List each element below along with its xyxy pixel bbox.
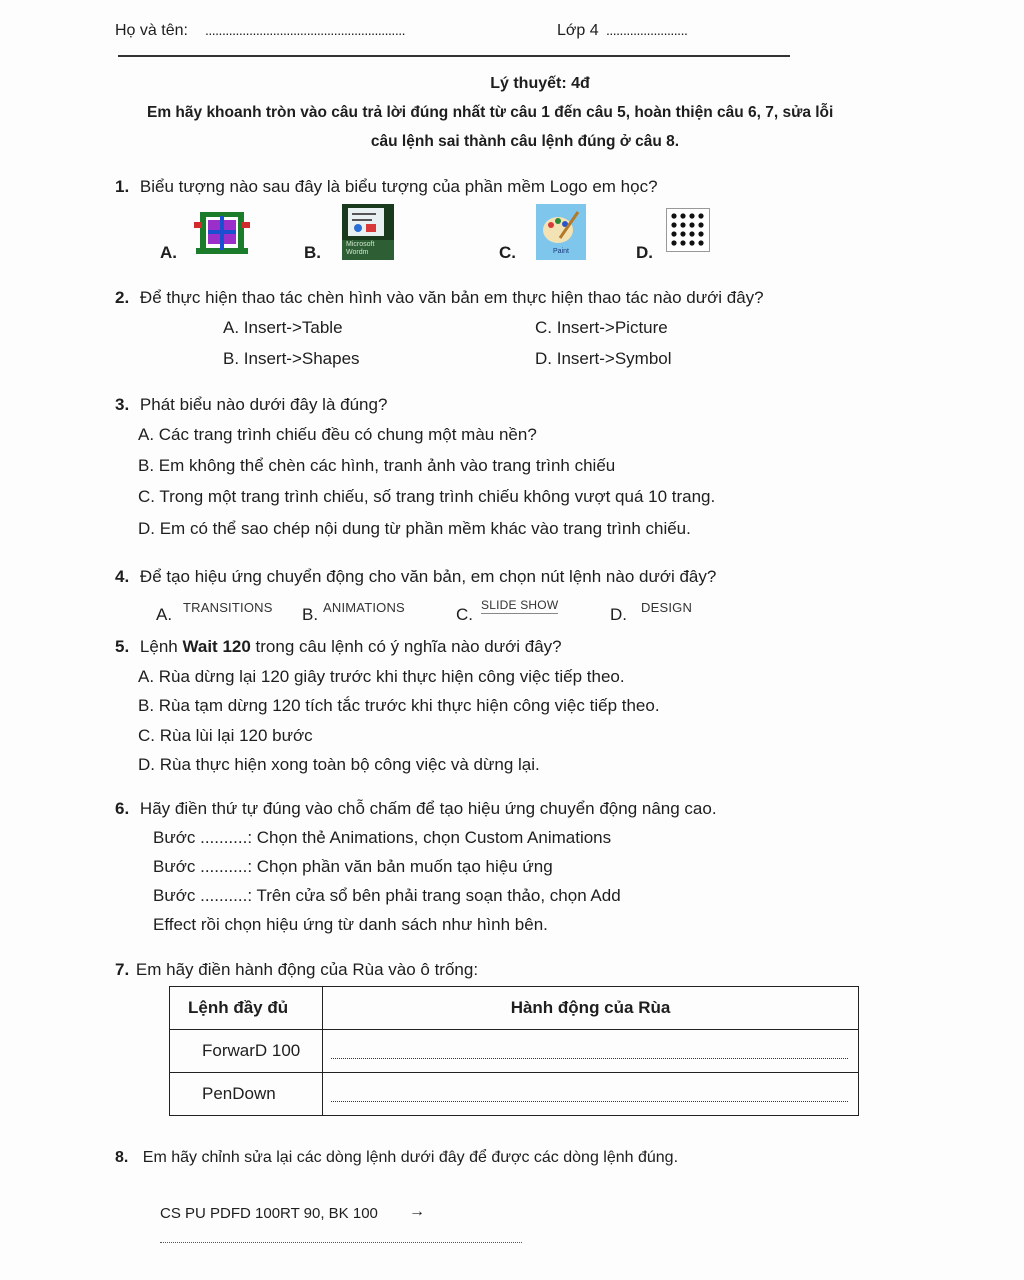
q2-option-c[interactable]: C. Insert->Picture bbox=[535, 318, 668, 337]
grid-dots-icon[interactable] bbox=[666, 208, 710, 252]
question-2 bbox=[115, 288, 764, 308]
question-number: 8. bbox=[115, 1149, 129, 1166]
name-blank[interactable]: ........................................................... bbox=[205, 22, 405, 38]
q3-option-c[interactable]: C. Trong một trang trình chiếu, số trang trình chiếu không vượt quá 10 trang. bbox=[138, 487, 716, 506]
q3-option-b[interactable]: B. Em không thể chèn các hình, tranh ảnh vào trang trình chiếu bbox=[138, 456, 616, 475]
instruction-line-1: Em hãy khoanh tròn vào câu trả lời đúng nhất từ câu 1 đến câu 5, hoàn thiện câu 6, 7, sửa lỗi bbox=[147, 104, 834, 121]
question-5 bbox=[115, 637, 562, 657]
q4-option-d-letter[interactable]: D. bbox=[610, 605, 627, 624]
table-row bbox=[170, 1073, 859, 1116]
answer-cell[interactable] bbox=[323, 1030, 859, 1073]
question-text: Để tạo hiệu ứng chuyển động cho văn bản, em chọn nút lệnh nào dưới đây? bbox=[139, 567, 717, 586]
class-blank[interactable]: ........................ bbox=[606, 22, 688, 38]
q2-option-a[interactable]: A. Insert->Table bbox=[223, 318, 343, 337]
question-number: 7. bbox=[115, 960, 130, 979]
command-cell: ForwarD 100 bbox=[170, 1030, 323, 1073]
option-d-letter[interactable]: D. bbox=[636, 243, 653, 262]
question-number: 5. bbox=[115, 637, 130, 656]
header-divider bbox=[118, 55, 790, 57]
question-text: Hãy điền thứ tự đúng vào chỗ chấm để tạo hiệu ứng chuyển động nâng cao. bbox=[139, 799, 717, 818]
question-text: Biểu tượng nào sau đây là biểu tượng của phần mềm Logo em học? bbox=[139, 177, 658, 196]
word-icon[interactable] bbox=[342, 204, 394, 260]
option-a-letter[interactable]: A. bbox=[160, 243, 177, 262]
question-6 bbox=[115, 799, 717, 819]
column-header-action: Hành động của Rùa bbox=[323, 987, 859, 1030]
question-3 bbox=[115, 395, 387, 415]
command-cell: PenDown bbox=[170, 1073, 323, 1116]
q5-option-d[interactable]: D. Rùa thực hiện xong toàn bộ công việc và dừng lại. bbox=[138, 755, 540, 774]
word-icon-caption: Microsoft Wordm bbox=[346, 241, 375, 256]
transitions-tab[interactable]: TRANSITIONS bbox=[183, 600, 273, 615]
question-1 bbox=[115, 177, 658, 197]
q6-step-3[interactable]: Bước ..........: Trên cửa sổ bên phải trang soạn thảo, chọn Add bbox=[153, 886, 621, 905]
question-text: Phát biểu nào dưới đây là đúng? bbox=[139, 395, 388, 414]
paint-icon-caption: Paint bbox=[553, 248, 569, 255]
question-text: Em hãy chỉnh sửa lại các dòng lệnh dưới đây để được các dòng lệnh đúng. bbox=[142, 1149, 679, 1166]
q6-step-2[interactable]: Bước ..........: Chọn phần văn bản muốn tạo hiệu ứng bbox=[153, 857, 553, 876]
q5-option-a[interactable]: A. Rùa dừng lại 120 giây trước khi thực hiện công việc tiếp theo. bbox=[138, 667, 625, 686]
slide-show-tab[interactable]: SLIDE SHOW bbox=[481, 598, 559, 612]
question-8 bbox=[115, 1149, 678, 1167]
answer-cell[interactable] bbox=[323, 1073, 859, 1116]
correction-answer-line[interactable] bbox=[160, 1242, 522, 1243]
question-number: 6. bbox=[115, 799, 130, 818]
question-text-pre: Lệnh bbox=[139, 637, 183, 656]
question-number: 2. bbox=[115, 288, 130, 307]
wait-command: Wait 120 bbox=[182, 637, 251, 656]
animations-tab[interactable]: ANIMATIONS bbox=[323, 600, 405, 615]
paint-icon[interactable] bbox=[536, 204, 586, 260]
q3-option-d[interactable]: D. Em có thể sao chép nội dung từ phần mềm khác vào trang trình chiếu. bbox=[138, 519, 691, 538]
question-4 bbox=[115, 567, 716, 587]
table-row bbox=[170, 1030, 859, 1073]
q5-option-b[interactable]: B. Rùa tạm dừng 120 tích tắc trước khi thực hiện công việc tiếp theo. bbox=[138, 696, 660, 715]
question-text: Em hãy điền hành động của Rùa vào ô trống: bbox=[135, 960, 479, 979]
q3-option-a[interactable]: A. Các trang trình chiếu đều có chung một màu nền? bbox=[138, 425, 537, 444]
arrow-icon: → bbox=[409, 1203, 425, 1220]
q2-option-b[interactable]: B. Insert->Shapes bbox=[223, 349, 360, 368]
column-header-command: Lệnh đầy đủ bbox=[170, 987, 323, 1030]
table-header-row bbox=[170, 987, 859, 1030]
section-title: Lý thuyết: 4đ bbox=[490, 75, 590, 92]
turtle-action-table bbox=[169, 986, 859, 1116]
q6-step-3-continued: Effect rồi chọn hiệu ứng từ danh sách như hình bên. bbox=[153, 915, 548, 934]
design-tab[interactable]: DESIGN bbox=[641, 600, 693, 615]
q4-option-c-letter[interactable]: C. bbox=[456, 605, 473, 624]
option-c-letter[interactable]: C. bbox=[499, 243, 516, 262]
q4-option-a-letter[interactable]: A. bbox=[156, 605, 173, 624]
option-b-letter[interactable]: B. bbox=[304, 243, 321, 262]
instruction-line-2: câu lệnh sai thành câu lệnh đúng ở câu 8. bbox=[370, 133, 680, 150]
logo-icon[interactable] bbox=[194, 208, 250, 256]
q2-option-d[interactable]: D. Insert->Symbol bbox=[535, 349, 672, 368]
question-number: 1. bbox=[115, 177, 130, 196]
q5-option-c[interactable]: C. Rùa lùi lại 120 bước bbox=[138, 726, 313, 745]
question-text-post: trong câu lệnh có ý nghĩa nào dưới đây? bbox=[250, 637, 562, 656]
name-label: Họ và tên: bbox=[115, 22, 188, 39]
question-text: Để thực hiện thao tác chèn hình vào văn bản em thực hiện thao tác nào dưới đây? bbox=[139, 288, 764, 307]
question-7 bbox=[115, 960, 478, 980]
question-number: 3. bbox=[115, 395, 130, 414]
q6-step-1[interactable]: Bước ..........: Chọn thẻ Animations, chọn Custom Animations bbox=[153, 828, 612, 847]
question-number: 4. bbox=[115, 567, 130, 586]
class-label: Lớp 4 bbox=[557, 22, 599, 39]
wrong-command: CS PU PDFD 100RT 90, BK 100 bbox=[160, 1205, 378, 1222]
q4-option-b-letter[interactable]: B. bbox=[302, 605, 319, 624]
